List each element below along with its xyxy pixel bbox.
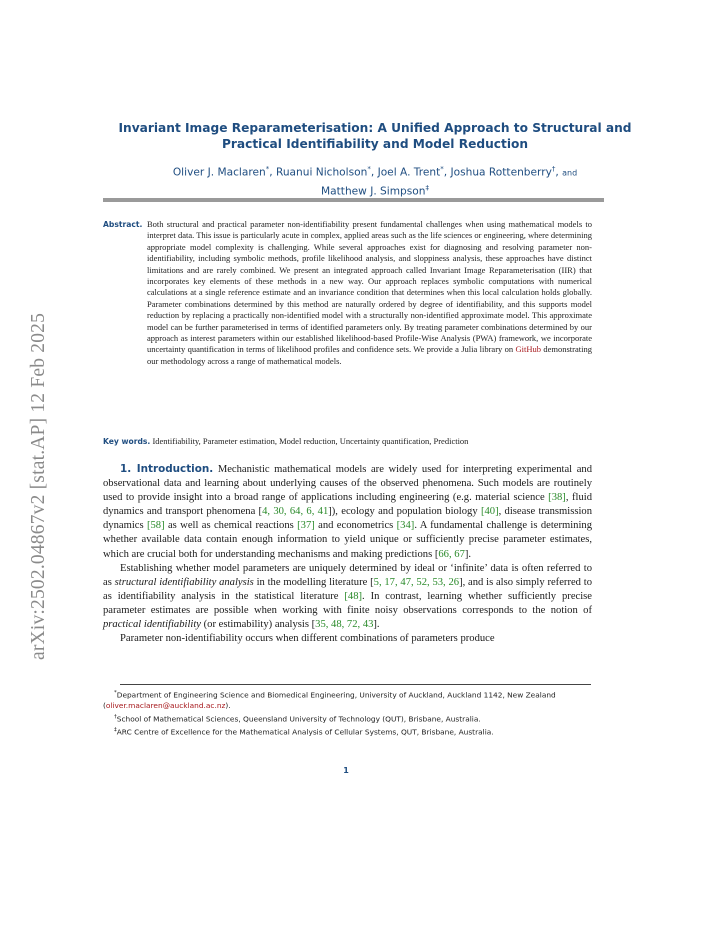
intro-paragraph-1: 1. Introduction. Mechanistic mathematical models are widely used for interpreting experimental and observational data and learning about underlying causes of the observed phenomena. Such models are routinely used to provide insight into a broad range of applications including engineering (e.g. material science [38], fluid dynamics and transport phenomena [4, 30, 64, 6, 41]), ecology and population biology [40], disease transmission dynamics [58] as well as chemical reactions [37] and econometrics [34]. A fundamental challenge is determining whether available data contain enough information to yield unique or sufficiently precise parameter estimates, which are crucial both for understanding mechanisms and making predictions [66, 67]. bbox=[103, 463, 593, 560]
abstract-heading: Abstract. bbox=[103, 220, 143, 229]
author-trent: Joel A. Trent bbox=[377, 166, 441, 179]
page-number: 1 bbox=[343, 766, 349, 775]
arxiv-identifier: arXiv:2502.04867v2 [stat.AP] 12 Feb 2025 bbox=[28, 312, 49, 660]
author-list: Oliver J. Maclaren*, Ruanui Nicholson*, Joel A. Trent*, Joshua Rottenberry†, and Matthew J. Simpson‡ bbox=[172, 165, 578, 198]
title-line-2: Practical Identifiability and Model Reduction bbox=[221, 136, 529, 151]
author-and: and bbox=[562, 168, 578, 178]
footnote-affiliation-3: ‡ARC Centre of Excellence for the Mathematical Analysis of Cellular Systems, QUT, Brisbane, Australia. bbox=[114, 726, 494, 737]
keywords-heading: Key words. bbox=[103, 437, 151, 446]
keywords-text: Identifiability, Parameter estimation, Model reduction, Uncertainty quantification, Prediction bbox=[152, 436, 469, 446]
section-heading: 1. Introduction. bbox=[120, 463, 214, 475]
citation[interactable]: [58] bbox=[146, 520, 165, 532]
citation[interactable]: [40] bbox=[480, 506, 499, 518]
footnotes bbox=[103, 688, 592, 738]
citation[interactable]: 66, 67 bbox=[438, 548, 465, 560]
footnote-rule bbox=[120, 684, 591, 685]
intro-paragraph-2: Establishing whether model parameters are uniquely determined by ideal or ‘infinite’ data is often referred to as structural identifiability analysis in the modelling literature [5, 17, 47, 52, 53, 26], and is also simply referred to as identifiability analysis in the statistical literature [48]. In contrast, learning whether sufficiently precise parameter estimates are possible when working with finite noisy observations corresponds to the notion of practical identifiability (or estimability) analysis [35, 48, 72, 43]. bbox=[103, 562, 592, 631]
author-rottenberry: Joshua Rottenberry bbox=[450, 166, 552, 179]
citation[interactable]: [37] bbox=[297, 520, 315, 532]
citation[interactable]: 35, 48, 72, 43 bbox=[315, 619, 374, 631]
introduction-section bbox=[103, 462, 592, 646]
github-link[interactable]: GitHub bbox=[515, 344, 541, 355]
paper-title bbox=[110, 121, 640, 152]
citation[interactable]: 5, 17, 47, 52, 53, 26 bbox=[373, 576, 460, 588]
citation[interactable]: 4, 30, 64, 6, 41 bbox=[262, 506, 329, 518]
citation[interactable]: [34] bbox=[396, 520, 415, 532]
footnote-affiliation-2: †School of Mathematical Sciences, Queensland University of Technology (QUT), Brisbane, Australia. bbox=[114, 713, 481, 724]
footnote-affiliation-1: *Department of Engineering Science and Biomedical Engineering, University of Auckland, Auckland 1142, New Zealand (oliver.maclaren@auckland.ac.nz). bbox=[103, 690, 556, 711]
author-maclaren: Oliver J. Maclaren bbox=[172, 166, 266, 179]
intro-paragraph-3: Parameter non-identifiability occurs when different combinations of parameters produce bbox=[120, 633, 495, 645]
abstract bbox=[103, 219, 592, 367]
citation[interactable]: [48] bbox=[344, 590, 363, 602]
citation[interactable]: [38] bbox=[548, 492, 566, 504]
title-rule bbox=[103, 198, 604, 202]
author-nicholson: Ruanui Nicholson bbox=[275, 166, 368, 179]
abstract-body: Both structural and practical parameter non-identifiability present fundamental challenges when using mathematical models to interpret data. This issue is particularly acute in complex, applied areas such as the life sciences or engineering, where determining appropriate model complexity is challenging. While several approaches exist for diagnosing and resolving parameter non-identifiability, including symbolic methods, profile likelihood analysis, and sloppiness analysis, these approaches have distinct limitations and are rarely combined. We present an integrated approach called Invariant Image Reparameterisation (IIR) that incorporates key elements of these methods in a new way. Our approach replaces symbolic computations with numerical calculations at a single reference estimate and an invariance condition that determines when this local calculation holds globally. Parameter combinations determined by this method are naturally ordered by degree of identifiability, and this supports model reduction by replacing a practically non-identified model with a structurally non-identified approximate model. This approximate model can be further parameterised in terms of identified parameters only. By treating parameter combinations determined by our approach as interest parameters within our established likelihood-based Profile-Wise Analysis (PWA) framework, we incorporate uncertainty quantification in terms of likelihood profiles and confidence sets. We provide a Julia library on GitHub demonstrating our methodology across a range of mathematical models. bbox=[147, 219, 592, 366]
keywords bbox=[103, 436, 592, 446]
email-link[interactable]: oliver.maclaren@auckland.ac.nz bbox=[105, 701, 226, 711]
title-line-1: Invariant Image Reparameterisation: A Unified Approach to Structural and bbox=[118, 121, 632, 135]
author-simpson: Matthew J. Simpson bbox=[321, 185, 426, 198]
